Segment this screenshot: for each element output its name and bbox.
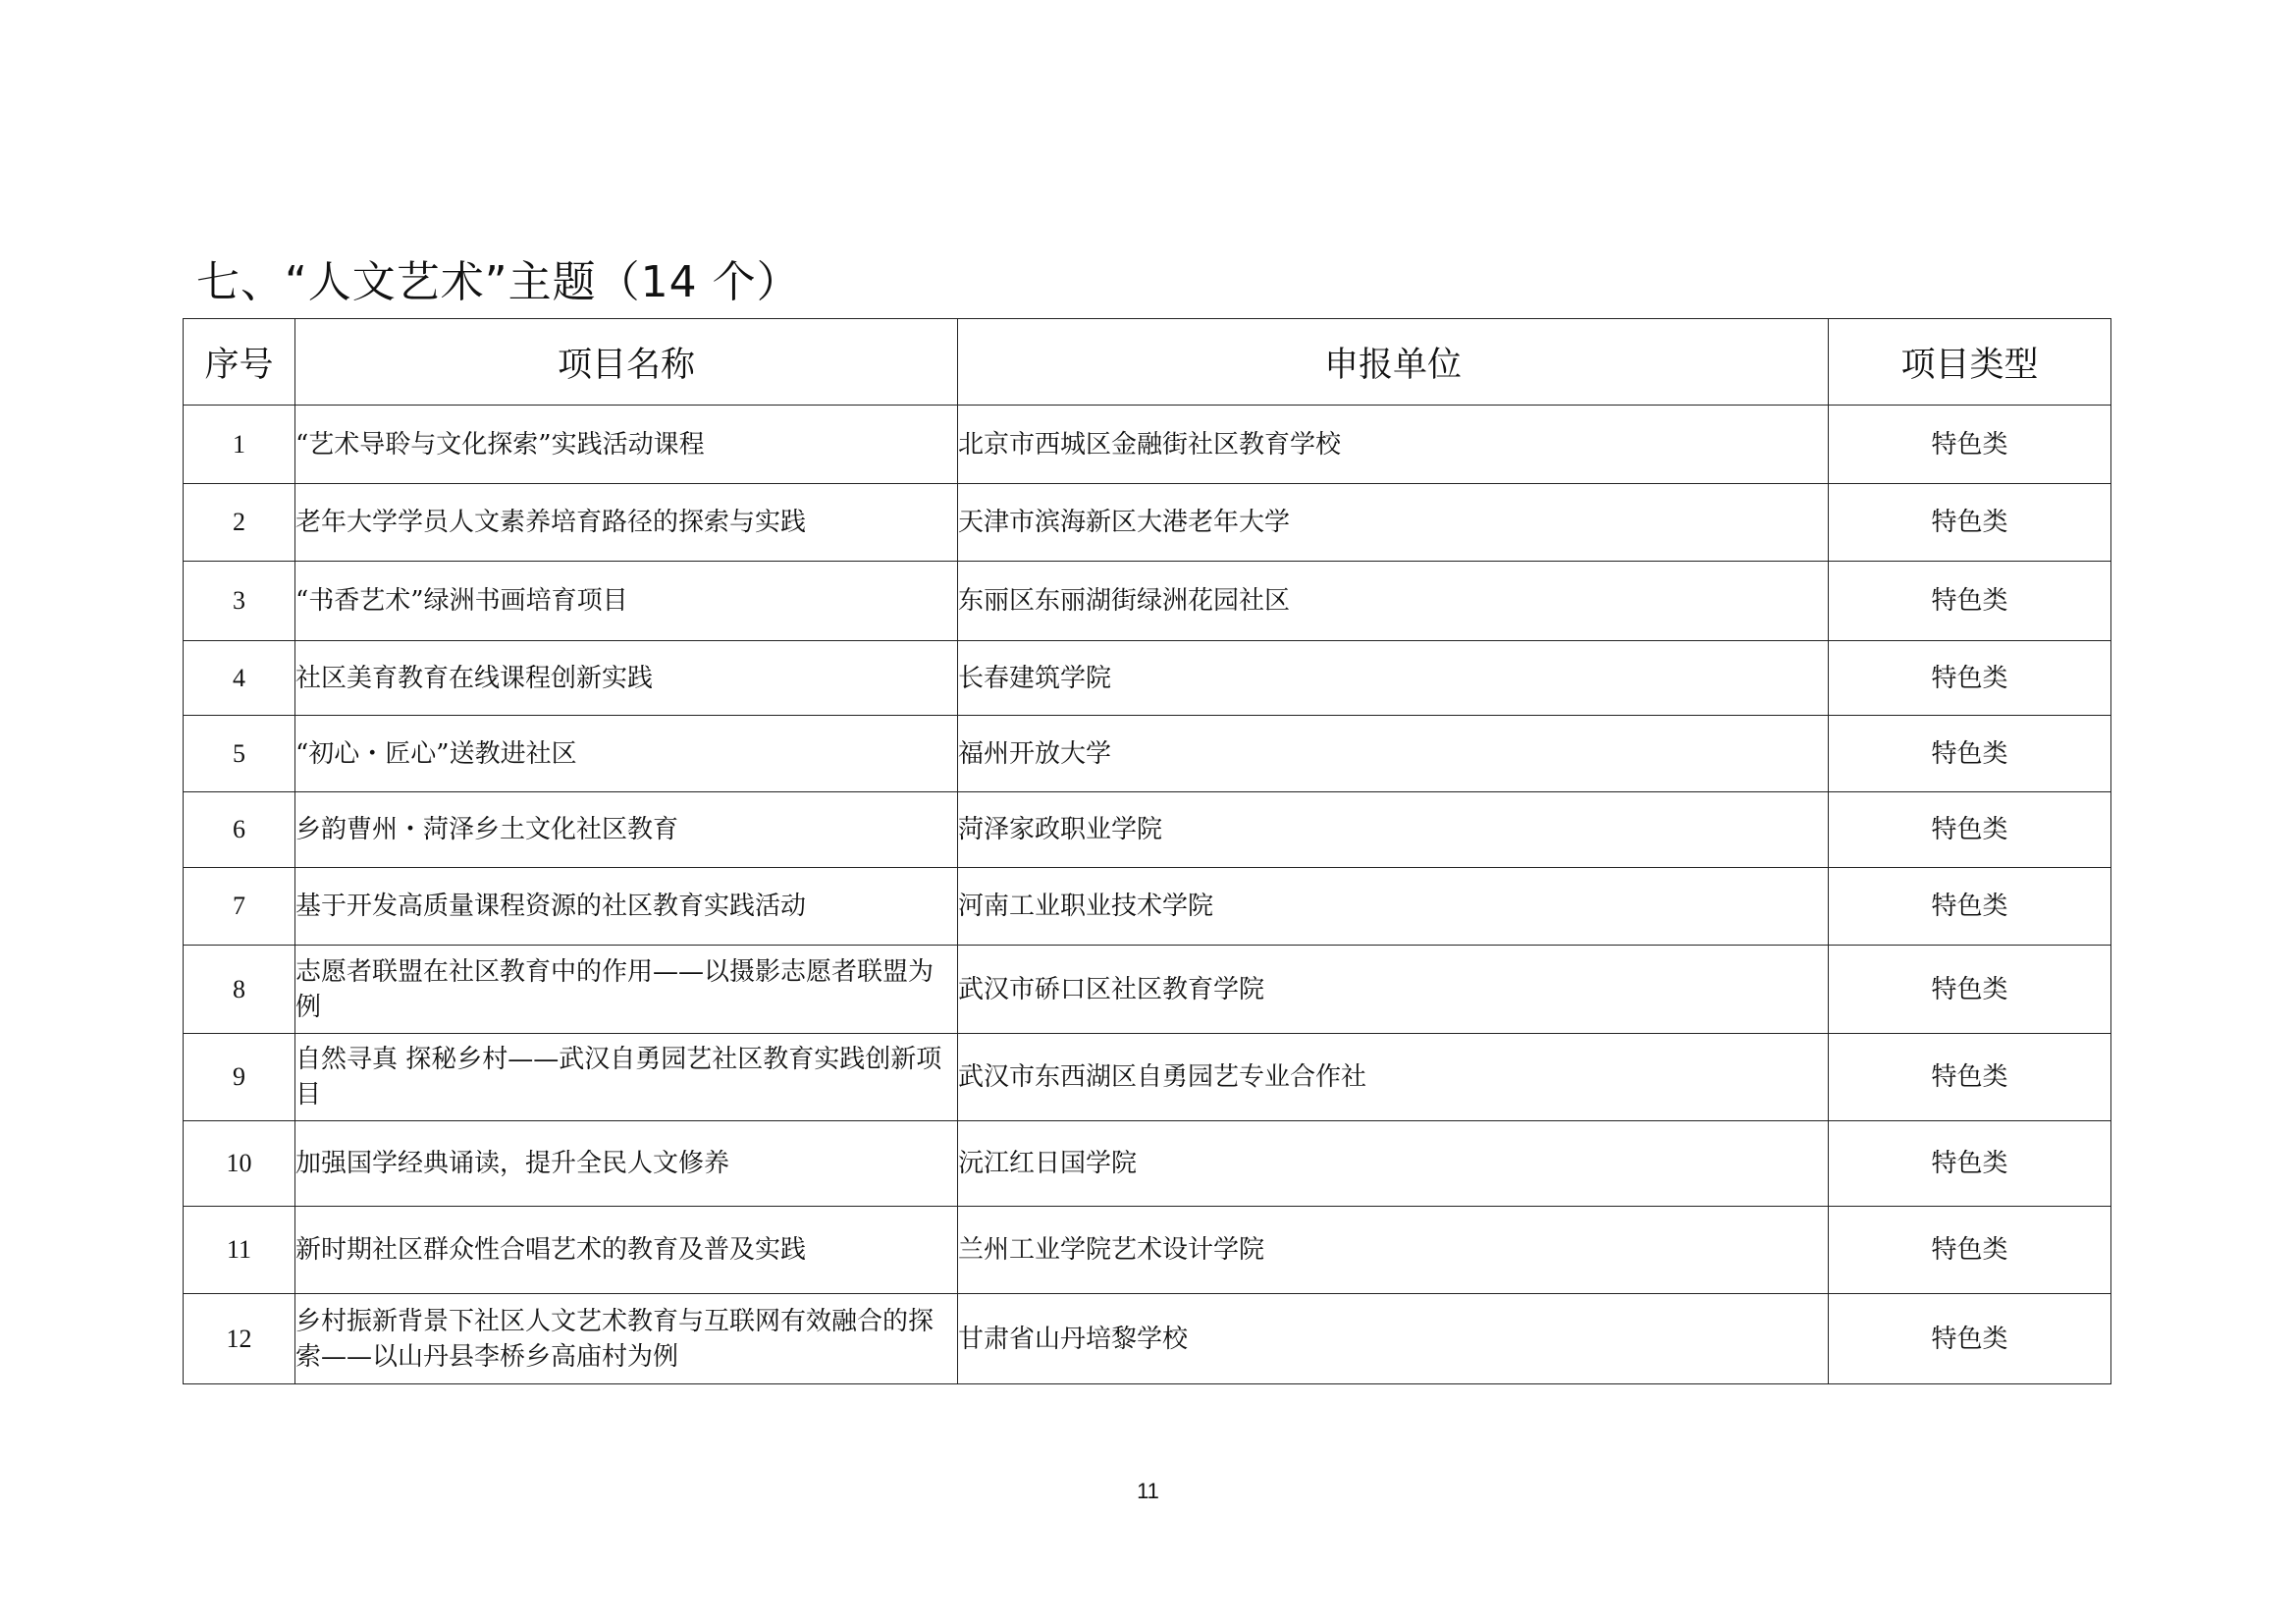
section-title: 七、“人文艺术”主题（14 个）: [196, 257, 801, 307]
table-row: [184, 1034, 2111, 1121]
row-number: 6: [184, 792, 295, 868]
row-project-name: 老年大学学员人文素养培育路径的探索与实践: [295, 484, 958, 562]
header-applying-unit: 申报单位: [958, 319, 1829, 406]
table-row: [184, 868, 2111, 946]
row-applying-unit: 兰州工业学院艺术设计学院: [958, 1207, 1829, 1294]
row-project-type: 特色类: [1829, 1121, 2111, 1207]
row-project-name: “初心・匠心”送教进社区: [295, 716, 958, 792]
row-project-name: 基于开发高质量课程资源的社区教育实践活动: [295, 868, 958, 946]
row-number: 4: [184, 641, 295, 716]
row-project-type: 特色类: [1829, 484, 2111, 562]
row-project-type: 特色类: [1829, 406, 2111, 484]
page-number: 11: [1137, 1479, 1159, 1503]
header-project-type: 项目类型: [1829, 319, 2111, 406]
row-applying-unit: 武汉市硚口区社区教育学院: [958, 946, 1829, 1034]
row-project-name: “书香艺术”绿洲书画培育项目: [295, 562, 958, 641]
row-applying-unit: 沅江红日国学院: [958, 1121, 1829, 1207]
row-applying-unit: 天津市滨海新区大港老年大学: [958, 484, 1829, 562]
row-applying-unit: 福州开放大学: [958, 716, 1829, 792]
row-applying-unit: 东丽区东丽湖街绿洲花园社区: [958, 562, 1829, 641]
table-row: [184, 1294, 2111, 1384]
row-project-type: 特色类: [1829, 1294, 2111, 1384]
projects-table: [183, 318, 2111, 1384]
row-project-type: 特色类: [1829, 792, 2111, 868]
row-project-type: 特色类: [1829, 641, 2111, 716]
row-project-name: 乡村振新背景下社区人文艺术教育与互联网有效融合的探索——以山丹县李桥乡高庙村为例: [295, 1294, 958, 1384]
table-row: [184, 562, 2111, 641]
row-project-type: 特色类: [1829, 868, 2111, 946]
row-applying-unit: 甘肃省山丹培黎学校: [958, 1294, 1829, 1384]
table-row: [184, 406, 2111, 484]
row-applying-unit: 菏泽家政职业学院: [958, 792, 1829, 868]
table-row: [184, 641, 2111, 716]
row-applying-unit: 河南工业职业技术学院: [958, 868, 1829, 946]
table-row: [184, 792, 2111, 868]
row-number: 3: [184, 562, 295, 641]
row-applying-unit: 武汉市东西湖区自勇园艺专业合作社: [958, 1034, 1829, 1121]
row-number: 11: [184, 1207, 295, 1294]
row-project-type: 特色类: [1829, 1207, 2111, 1294]
table-row: [184, 484, 2111, 562]
row-number: 7: [184, 868, 295, 946]
row-project-type: 特色类: [1829, 562, 2111, 641]
row-number: 12: [184, 1294, 295, 1384]
row-project-name: 加强国学经典诵读，提升全民人文修养: [295, 1121, 958, 1207]
row-project-type: 特色类: [1829, 716, 2111, 792]
row-project-type: 特色类: [1829, 1034, 2111, 1121]
row-number: 8: [184, 946, 295, 1034]
row-applying-unit: 长春建筑学院: [958, 641, 1829, 716]
table-header-row: [184, 319, 2111, 406]
row-applying-unit: 北京市西城区金融街社区教育学校: [958, 406, 1829, 484]
row-number: 10: [184, 1121, 295, 1207]
row-project-name: “艺术导聆与文化探索”实践活动课程: [295, 406, 958, 484]
table-row: [184, 1121, 2111, 1207]
row-project-name: 社区美育教育在线课程创新实践: [295, 641, 958, 716]
row-number: 1: [184, 406, 295, 484]
row-number: 2: [184, 484, 295, 562]
table-row: [184, 946, 2111, 1034]
row-project-name: 志愿者联盟在社区教育中的作用——以摄影志愿者联盟为例: [295, 946, 958, 1034]
row-project-name: 新时期社区群众性合唱艺术的教育及普及实践: [295, 1207, 958, 1294]
table-row: [184, 1207, 2111, 1294]
row-number: 9: [184, 1034, 295, 1121]
row-project-type: 特色类: [1829, 946, 2111, 1034]
row-number: 5: [184, 716, 295, 792]
header-number: 序号: [184, 319, 295, 406]
header-project-name: 项目名称: [295, 319, 958, 406]
row-project-name: 乡韵曹州・菏泽乡土文化社区教育: [295, 792, 958, 868]
table-row: [184, 716, 2111, 792]
row-project-name: 自然寻真 探秘乡村——武汉自勇园艺社区教育实践创新项目: [295, 1034, 958, 1121]
